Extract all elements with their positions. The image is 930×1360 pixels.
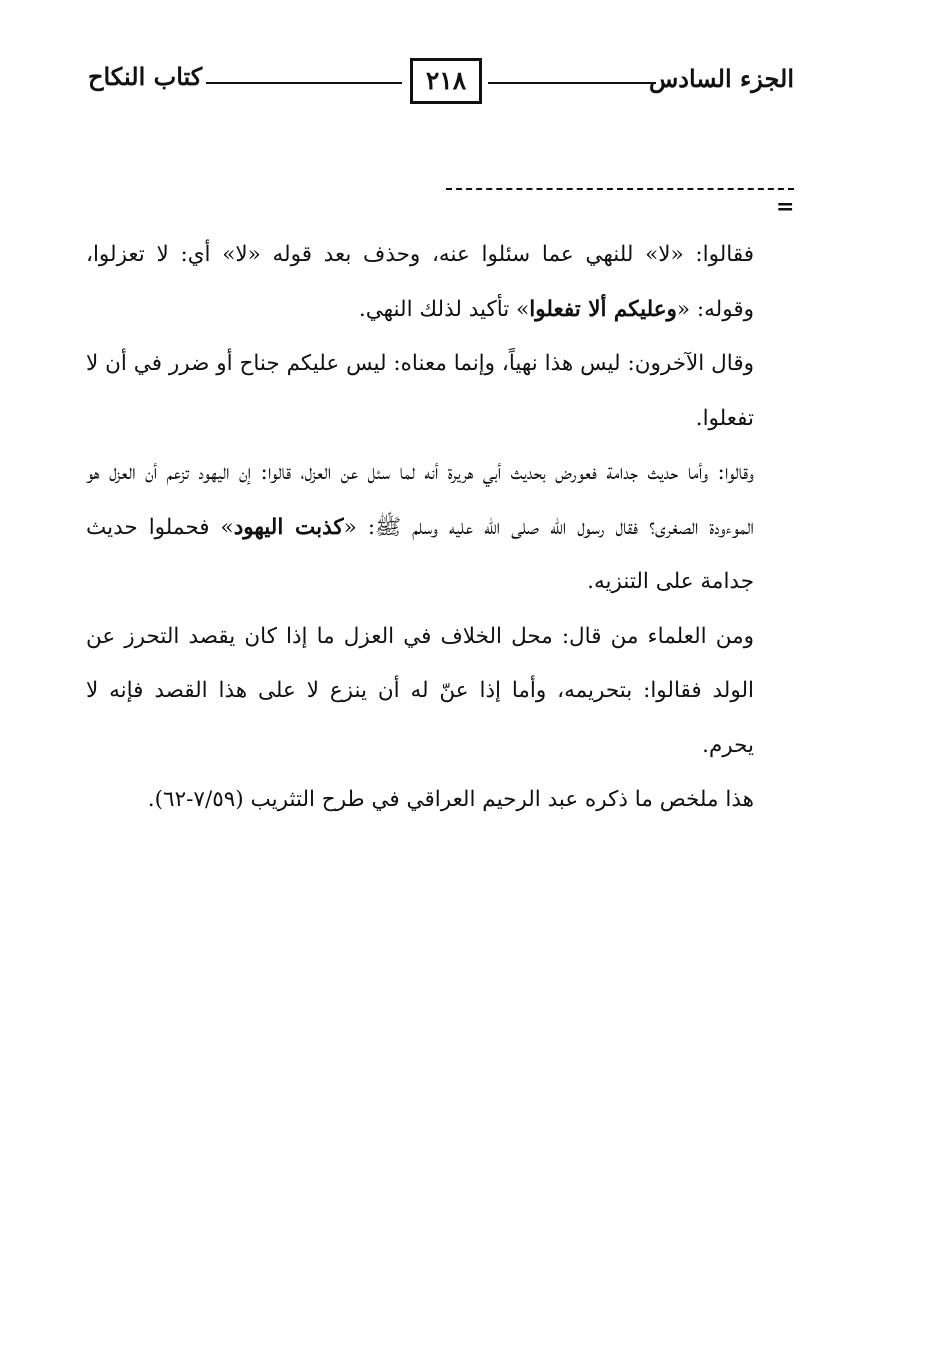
running-header xyxy=(88,52,794,108)
paragraph-text: ومن العلماء من قال: محل الخلاف في العزل ما إذا كان يقصد التحرز عن الولد فقالوا: بتحريمه، وأما إذا عنّ له أن ينزع لا على هذا القصد فإنه لا يحرم. xyxy=(86,623,754,758)
page-number: ٢١٨ xyxy=(410,58,482,104)
header-rule-right xyxy=(488,82,656,84)
paragraph-1 xyxy=(86,228,754,337)
paragraph-5 xyxy=(86,773,754,828)
paragraph-text: وقالوا: وأما حديث جدامة فعورض بحديث أبي هريرة أنه لما سئل عن العزل، قالوا: إن اليهود تزعم أن العزل هو الموءودة الصغرى؟ فقال رسول الله صلى الله عليه وسلم ﷺ: « xyxy=(86,460,754,540)
footnote-continuation-mark: = xyxy=(776,194,795,220)
paragraph-text: » تأكيد لذلك النهي. xyxy=(358,296,530,322)
paragraph-3 xyxy=(86,446,754,610)
paragraph-2 xyxy=(86,337,754,446)
paragraph-text: وقال الآخرون: ليس هذا نهياً، وإنما معناه: ليس عليكم جناح أو ضرر في أن لا تفعلوا. xyxy=(86,351,754,431)
volume-title: الجزء السادس xyxy=(648,64,794,93)
quoted-hadith: وعليكم ألا تفعلوا xyxy=(529,296,677,322)
quoted-hadith: كذبت اليهود xyxy=(233,514,344,540)
paragraph-4 xyxy=(86,610,754,774)
paragraph-text: هذا ملخص ما ذكره عبد الرحيم العراقي في طرح التثريب (٧/٥٩-٦٢). xyxy=(147,787,754,812)
paragraph-text: فقالوا: «لا» للنهي عما سئلوا عنه، وحذف بعد قوله «لا» أي: لا تعزلوا، وقوله: « xyxy=(86,242,754,322)
paragraph-text: » فحملوا حديث جدامة على التنزيه. xyxy=(86,514,754,594)
footnote-text xyxy=(86,228,754,828)
footnote-separator xyxy=(446,188,794,190)
header-rule-left xyxy=(206,82,402,84)
chapter-title: كتاب النكاح xyxy=(88,62,203,91)
